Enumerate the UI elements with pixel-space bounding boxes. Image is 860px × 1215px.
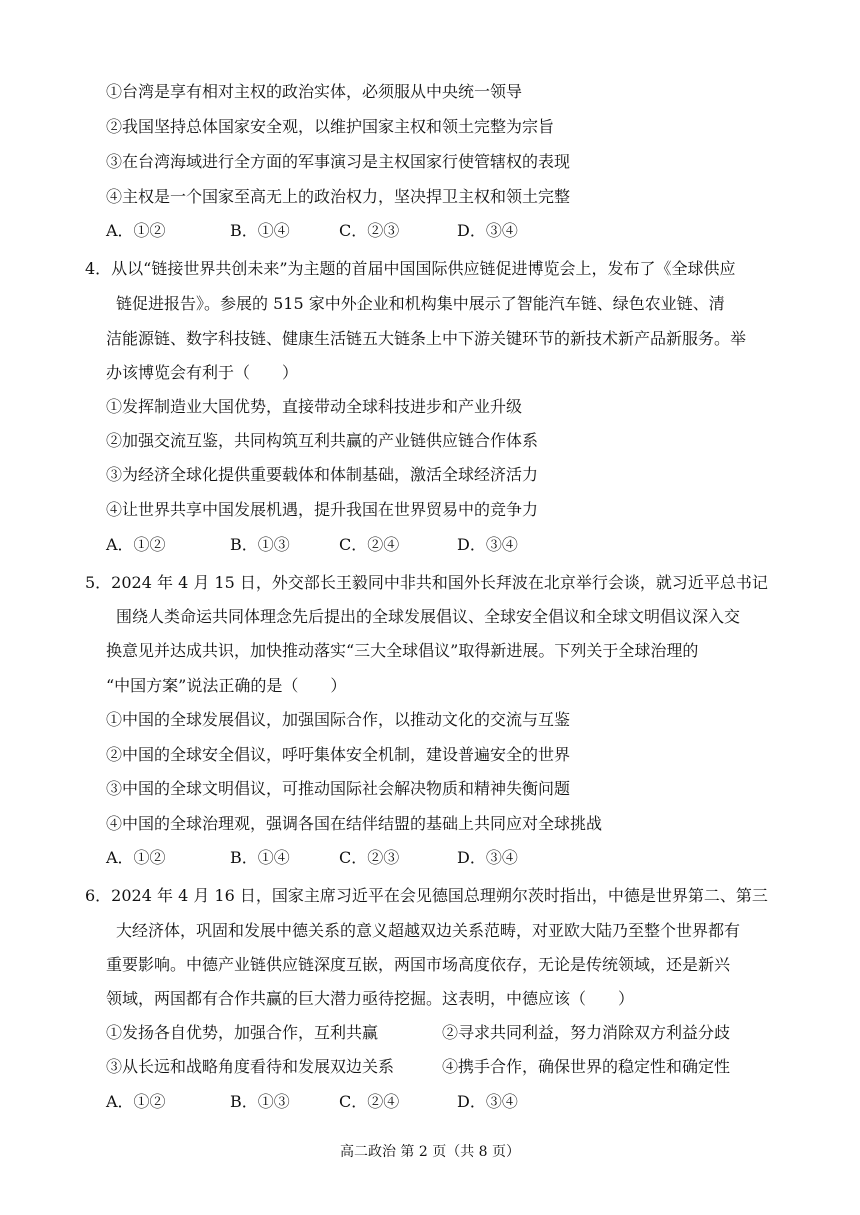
q6-stem-line-3: 重要影响。中德产业链供应链深度互嵌，两国市场高度依存，无论是传统领域，还是新兴	[106, 955, 731, 974]
q6-stem-line-2: 大经济体，巩固和发展中德关系的意义超越双边关系范畴，对亚欧大陆乃至整个世界都有	[116, 921, 741, 940]
q6-option-a: A．①②	[106, 1092, 166, 1111]
q4-option-b: B．①③	[230, 535, 290, 554]
q5-option-b: B．①④	[230, 848, 290, 867]
q6-stem-line-1: 6．2024 年 4 月 16 日，国家主席习近平在会见德国总理朔尔茨时指出，中德是世界第二、第三	[85, 886, 768, 905]
q3-statement-2: ②我国坚持总体国家安全观，以维护国家主权和领土完整为宗旨	[106, 117, 555, 136]
page-footer: 高二政治 第 2 页（共 8 页）	[339, 1144, 521, 1160]
q4-statement-2: ②加强交流互鉴，共同构筑互利共赢的产业链供应链合作体系	[106, 431, 539, 450]
q4-stem-line-3: 洁能源链、数字科技链、健康生活链五大链条上中下游关键环节的新技术新产品新服务。举	[106, 329, 747, 348]
q6-option-b: B．①③	[230, 1092, 290, 1111]
q5-stem-line-1: 5．2024 年 4 月 15 日，外交部长王毅同中非共和国外长拜波在北京举行会谈，就习近平总书记	[85, 573, 768, 592]
q4-stem-line-2: 链促进报告》。参展的 515 家中外企业和机构集中展示了智能汽车链、绿色农业链、清	[116, 294, 725, 313]
q5-option-a: A．①②	[106, 848, 166, 867]
q4-stem-line-4: 办该博览会有利于（ ）	[106, 363, 299, 382]
q6-statement-4: ④携手合作，确保世界的稳定性和确定性	[442, 1057, 731, 1076]
q5-options	[106, 848, 518, 868]
q3-statement-1: ①台湾是享有相对主权的政治实体，必须服从中央统一领导	[106, 82, 523, 101]
q5-option-c: C．②③	[339, 848, 400, 867]
q6-statement-3: ③从长远和战略角度看待和发展双边关系	[106, 1057, 395, 1076]
q5-statement-4: ④中国的全球治理观，强调各国在结伴结盟的基础上共同应对全球挑战	[106, 814, 603, 833]
q3-option-c: C．②③	[339, 221, 400, 240]
q6-option-d: D．③④	[457, 1092, 518, 1111]
q3-option-d: D．③④	[457, 221, 518, 240]
q4-option-a: A．①②	[106, 535, 166, 554]
q5-option-d: D．③④	[457, 848, 518, 867]
q5-statement-2: ②中国的全球安全倡议，呼吁集体安全机制，建设普遍安全的世界	[106, 745, 571, 764]
q3-options	[106, 221, 518, 241]
q4-statement-4: ④让世界共享中国发展机遇，提升我国在世界贸易中的竞争力	[106, 500, 539, 519]
q6-stem-line-4: 领域，两国都有合作共赢的巨大潜力亟待挖掘。这表明，中德应该（ ）	[106, 989, 635, 1008]
q4-options	[106, 535, 518, 555]
q5-statement-3: ③中国的全球文明倡议，可推动国际社会解决物质和精神失衡问题	[106, 779, 571, 798]
q5-stem-line-3: 换意见并达成共识，加快推动落实“三大全球倡议”取得新进展。下列关于全球治理的	[106, 641, 699, 660]
q4-stem-line-1: 4．从以“链接世界共创未来”为主题的首届中国国际供应链促进博览会上，发布了《全球供应	[85, 259, 736, 278]
q6-statement-row-2	[106, 1057, 730, 1077]
q4-statement-1: ①发挥制造业大国优势，直接带动全球科技进步和产业升级	[106, 397, 523, 416]
q3-option-a: A．①②	[106, 221, 166, 240]
q3-statement-4: ④主权是一个国家至高无上的政治权力，坚决捍卫主权和领土完整	[106, 187, 571, 206]
q5-statement-1: ①中国的全球发展倡议，加强国际合作，以推动文化的交流与互鉴	[106, 710, 571, 729]
q6-statement-1: ①发扬各自优势，加强合作，互利共赢	[106, 1023, 379, 1042]
q4-option-c: C．②④	[339, 535, 400, 554]
q6-statement-row-1	[106, 1023, 730, 1043]
q5-stem-line-4: “中国方案”说法正确的是（ ）	[106, 676, 347, 695]
q4-option-d: D．③④	[457, 535, 518, 554]
q6-option-c: C．②④	[339, 1092, 400, 1111]
q4-statement-3: ③为经济全球化提供重要载体和体制基础，激活全球经济活力	[106, 465, 539, 484]
q6-statement-2: ②寻求共同利益，努力消除双方利益分歧	[442, 1023, 731, 1042]
q6-options	[106, 1092, 518, 1112]
q3-statement-3: ③在台湾海域进行全方面的军事演习是主权国家行使管辖权的表现	[106, 152, 571, 171]
q5-stem-line-2: 围绕人类命运共同体理念先后提出的全球发展倡议、全球安全倡议和全球文明倡议深入交	[116, 607, 741, 626]
q3-option-b: B．①④	[230, 221, 290, 240]
